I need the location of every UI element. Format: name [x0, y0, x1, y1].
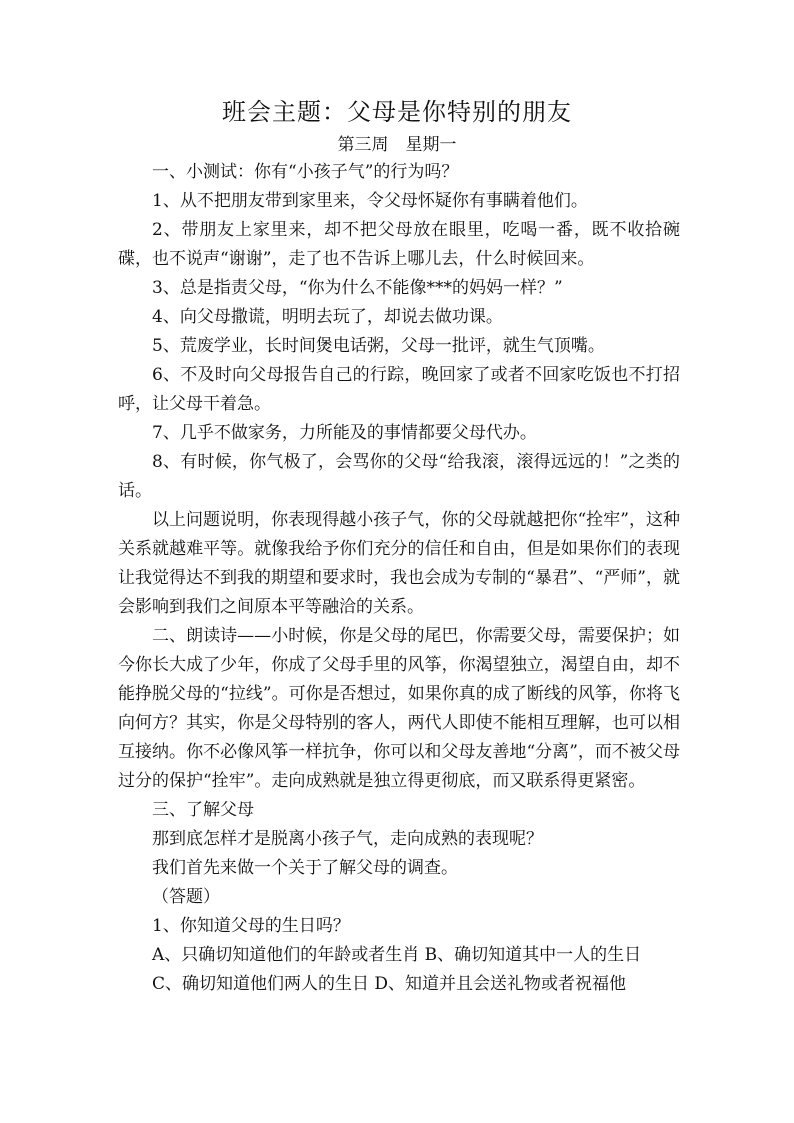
section-heading-poem: 二、朗读诗——小时候，你是父母的尾巴，你需要父母，需要保护；如今你长大成了少年，你成了父母手里的风筝，你渴望独立，渴望自由，却不能挣脱父母的“拉线”。可你是否想过，如果你真的成了断线的风筝，你将飞向何方？其实，你是父母特别的客人，两代人即使不能相互理解，也可以相互接纳。你不必像风筝一样抗争，你可以和父母友善地“分离”，而不被父母过分的保护“拴牢”。走向成熟就是独立得更彻底，而又联系得更紧密。 [118, 626, 680, 791]
document-title: 班会主题：父母是你特别的朋友 [222, 98, 572, 126]
list-item: 4、向父母撒谎，明明去玩了，却说去做功课。 [152, 307, 503, 327]
answer-note: （答题） [152, 887, 220, 907]
body-paragraph: 我们首先来做一个关于了解父母的调查。 [152, 858, 458, 878]
list-item: 6、不及时向父母报告自己的行踪，晚回家了或者不回家吃饭也不打招呼，让父母干着急。 [118, 365, 680, 414]
answer-options: A、只确切知道他们的年龄或者生肖 B、确切知道其中一人的生日 [152, 945, 642, 965]
body-paragraph: 以上问题说明，你表现得越小孩子气，你的父母就越把你“拴牢”，这种关系就越难平等。就像我给予你们充分的信任和自由，但是如果你们的表现让我觉得达不到我的期望和要求时，我也会成为专制的“暴君”、“严师”，就会影响到我们之间原本平等融洽的关系。 [118, 510, 680, 617]
document-body [118, 158, 680, 999]
section-heading-quiz: 一、小测试：你有“小孩子气”的行为吗？ [152, 162, 459, 182]
list-item: 1、从不把朋友带到家里来，令父母怀疑你有事瞒着他们。 [152, 191, 588, 211]
list-item: 8、有时候，你气极了，会骂你的父母“给我滚，滚得远远的！”之类的话。 [118, 452, 680, 501]
question-item: 1、你知道父母的生日吗？ [152, 916, 350, 936]
list-item: 3、总是指责父母，“你为什么不能像***的妈妈一样？” [152, 278, 563, 298]
list-item: 5、荒废学业，长时间煲电话粥，父母一批评，就生气顶嘴。 [152, 336, 605, 356]
section-heading-parents: 三、了解父母 [152, 800, 254, 820]
answer-options: C、确切知道他们两人的生日 D、知道并且会送礼物或者祝福他 [152, 974, 627, 994]
document-subtitle: 第三周 星期一 [337, 135, 457, 155]
list-item: 2、带朋友上家里来，却不把父母放在眼里，吃喝一番，既不收拾碗碟，也不说声“谢谢”，走了也不告诉上哪儿去，什么时候回来。 [118, 220, 680, 269]
body-paragraph: 那到底怎样才是脱离小孩子气，走向成熟的表现呢？ [152, 829, 543, 849]
list-item: 7、几乎不做家务，力所能及的事情都要父母代办。 [152, 423, 537, 443]
